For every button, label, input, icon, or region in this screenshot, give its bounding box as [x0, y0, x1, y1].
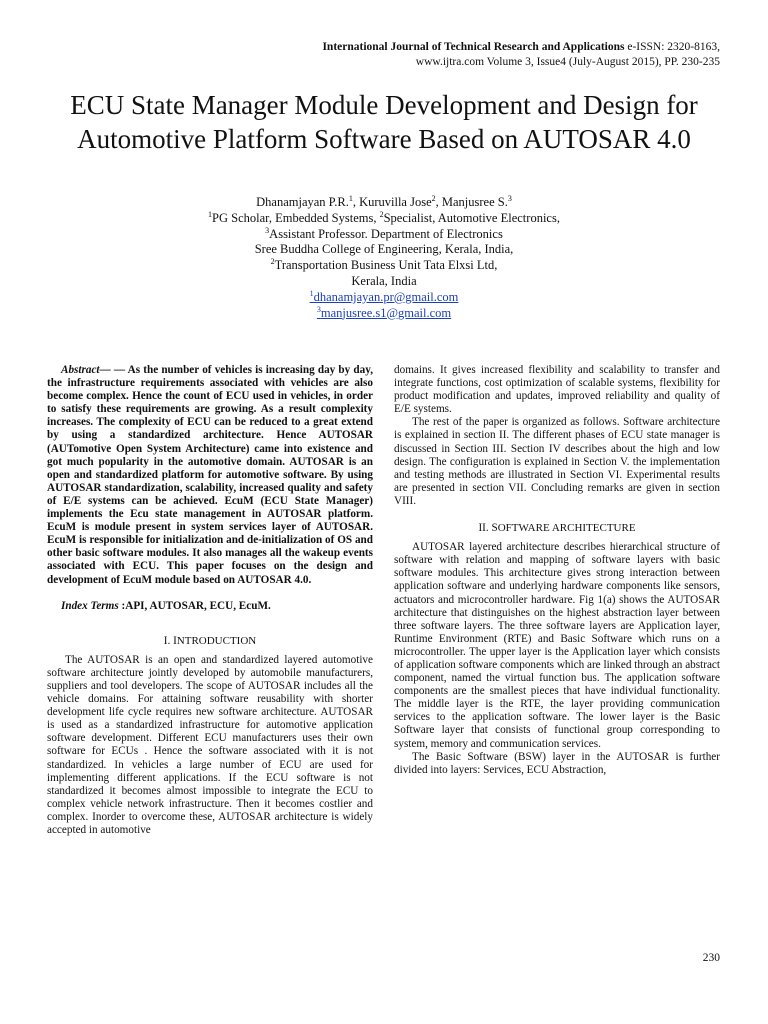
architecture-paragraph-1: AUTOSAR layered architecture describes hierarchical structure of software with relation and mapping of software layers with basic software modules. This architecture gives strong interaction between application software and underlying hardware components like sensors, actuators and microcontroller hardware. Fig 1(a) shows the AUTOSAR architecture that distinguishes on the highest abstraction layer between three software layers. The three software layers are Application layer, Runtime Environment (RTE) and Basic Software which runs on a microcontroller. The upper layer is the Application layer which consists of application software components which are linked through an abstract component, named the virtual function bus. The application software components are the smallest pieces that have individual functionality. The middle layer is the RTE, the layer providing communication services to the application software. The lower layer is the Basic Software layer that consists of functional group corresponding to system, memory and communication services. [394, 541, 720, 750]
right-column [394, 364, 720, 777]
affiliation-2 [120, 227, 648, 243]
affiliation-1 [120, 211, 648, 227]
page-number: 230 [702, 952, 720, 964]
intro-paragraph: The AUTOSAR is an open and standardized layered automotive software architecture jointly developed by automobile manufacturers, suppliers and tool developers. The scope of AUTOSAR includes all the vehicle domains. For attaining software reusability with shorter development life cycle requires new software architecture. AUTOSAR is used as a standardized infrastructure for automotive application software development. Different ECU manufacturers uses their own software for ECUs . Hence the software associated with it is not standardized. In vehicles a large number of ECU are used for implementing different applications. If the ECU software is not standardized it becomes almost impossible to integrate the ECU to complex vehicle network infrastructure. Then it becomes costlier and complex. Inorder to overcome these, AUTOSAR architecture is widely accepted in automotive [47, 653, 373, 836]
index-terms-text: :API, AUTOSAR, ECU, EcuM. [118, 599, 271, 612]
email-1-text: dhanamjayan.pr@gmail.com [313, 289, 459, 304]
aff-sup-1: 1 [208, 209, 213, 219]
author-2-sup: 2 [431, 193, 436, 203]
email-sup-3: 3 [316, 304, 321, 314]
aff-1-a: PG Scholar, Embedded Systems, [212, 210, 380, 225]
section-1-name: NTRODUCTION [176, 634, 257, 647]
left-column [47, 364, 373, 837]
index-terms-label: Index Terms [61, 599, 119, 612]
paper-title: ECU State Manager Module Development and Design for Automotive Platform Software Based on AUTOSAR 4.0 [70, 90, 698, 154]
journal-volume-line: www.ijtra.com Volume 3, Issue4 (July-August 2015), PP. 230-235 [415, 56, 720, 68]
section-1-num: I. I [163, 634, 177, 647]
aff-4-text: Transportation Business Unit Tata Elxsi Ltd, [274, 258, 498, 273]
author-2: , Kuruvilla Jose [352, 195, 432, 209]
aff-sup-3: 3 [265, 225, 270, 235]
author-3-sup: 3 [507, 193, 512, 203]
affiliation-4 [120, 258, 648, 274]
aff-sup-2: 2 [379, 209, 384, 219]
abstract-label: Abstract [61, 364, 100, 376]
abstract-text: — — As the number of vehicles is increasing day by day, the infrastructure requirements associated with vehicles are also become complex. Hence the count of ECU used in vehicles, in order to satisfy these requirements are growing. As a result complexity increases. The complexity of ECU can be reduced to a great extend by using a standardized architecture. Hence AUTOSAR (AUTomotive Open System Architecture) came into existence and got much popularity in the automotive domain. AUTOSAR is an open and standardized platform for automotive software. By using AUTOSAR standardization, scalability, increased quality and safety of E/E systems can be achieved. EcuM (ECU State Manager) implements the Ecu state management in AUTOSAR platform. EcuM is module present in system services layer of AUTOSAR. EcuM is responsible for initialization and de-initialization of OS and other basic software modules. It also manages all the wakeup events associated with ECU. This paper focuses on the design and development of EcuM module based on AUTOSAR 4.0. [47, 364, 373, 586]
right-paragraph-2: The rest of the paper is organized as follows. Software architecture is explained in section II. The different phases of ECU state manager is discussed in Section III. Section IV describes about the high and low design. The configuration is explained in Section V. the implementation and testing methods are illustrated in Section VI. Experimental results are presented in section VII. Concluding remarks are given in section VIII. [394, 416, 720, 507]
author-names [120, 195, 648, 211]
section-heading-software-architecture [394, 522, 720, 535]
author-1: Dhanamjayan P.R. [256, 195, 349, 209]
aff-1-b: Specialist, Automotive Electronics, [383, 210, 560, 225]
aff-2-text: Assistant Professor. Department of Electronics [269, 226, 503, 241]
author-1-sup: 1 [348, 193, 353, 203]
affiliation-3: Sree Buddha College of Engineering, Kerala, India, [254, 242, 514, 257]
section-2-num: II. S [478, 522, 498, 535]
journal-header [160, 40, 720, 70]
abstract [47, 364, 373, 587]
email-link-2[interactable] [317, 306, 451, 320]
email-2 [120, 306, 648, 322]
aff-sup-2b: 2 [270, 257, 275, 267]
affiliation-5: Kerala, India [351, 273, 417, 288]
email-link-1[interactable] [310, 290, 459, 304]
email-2-text: manjusree.s1@gmail.com [320, 305, 452, 320]
journal-issn: e-ISSN: 2320-8163, [624, 41, 720, 53]
section-2-name: OFTWARE ARCHITECTURE [497, 522, 636, 535]
email-sup-1: 1 [309, 288, 314, 298]
author-3: , Manjusree S. [435, 195, 508, 209]
right-paragraph-1: domains. It gives increased flexibility and scalability to transfer and integrate functions, cost optimization of scalable systems, flexibility for product modification and updates, improved reliability and quality of E/E systems. [394, 364, 720, 416]
journal-name: International Journal of Technical Research and Applications [322, 41, 625, 53]
author-block [120, 195, 648, 321]
architecture-paragraph-2: The Basic Software (BSW) layer in the AUTOSAR is further divided into layers: Services, ECU Abstraction, [394, 750, 720, 776]
email-1 [120, 290, 648, 306]
index-terms [47, 600, 373, 613]
section-heading-introduction [47, 635, 373, 648]
